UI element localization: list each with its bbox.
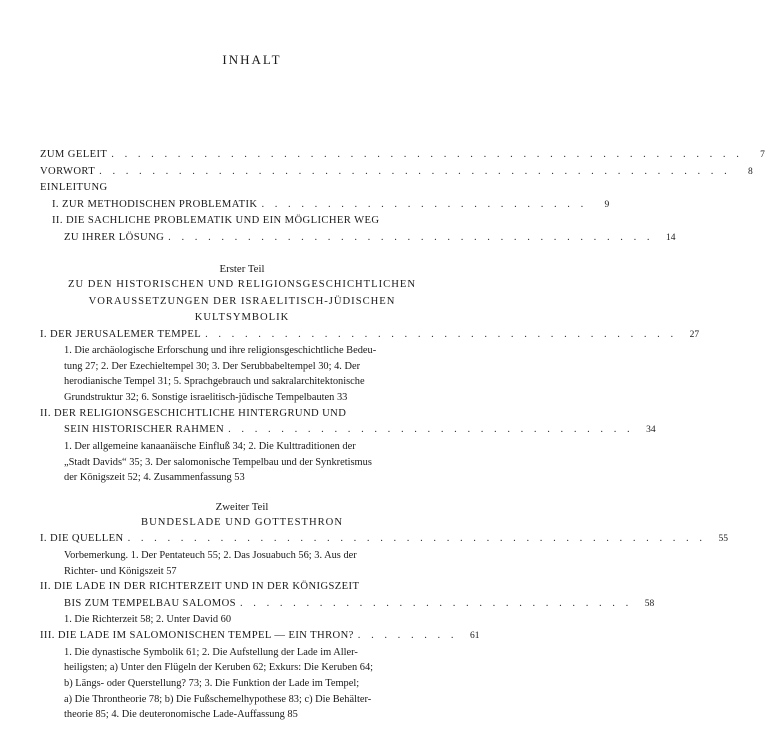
toc-entry-methodische-problematik[interactable] [40,197,610,214]
toc-entry-sachliche-problematik-cont[interactable] [40,230,676,247]
part-title-line: ZU DEN HISTORISCHEN UND RELIGIONSGESCHICHTLICHEN [68,279,416,290]
subsection-line: Grundstruktur 32; 6. Sonstige israelitisch-jüdische Tempelbauten 33 [64,392,348,404]
chapter-subsections [40,645,444,724]
leader-dots: . . . . . . . . . . . . . . . . . . . . . . . . . . . . . . . . . . . . . . . . . . . . . . . . [99,165,731,177]
leader-dots: . . . . . . . . . . . . . . . . . . . . . . . . . . . . . . . . . . . . . . . . . . . . [127,533,706,545]
subsection-line: theorie 85; 4. Die deuteronomische Lade-Auffassung 85 [64,709,298,721]
leader-dots: . . . . . . . . . . . . . . . . . . . . . . . . . . . . . . . . . . . . . . . . . . . . . . . . [111,149,743,160]
toc-entry-label: I. DER JERUSALEMER TEMPEL [40,328,202,340]
subsection-line: heiligsten; a) Unter den Flügeln der Keruben 62; Exkurs: Die Keruben 64; [64,662,374,674]
leader-dots: . . . . . . . . [357,630,458,642]
subsection-line: 1. Die archäologische Erforschung und ihre religionsgeschichtliche Bedeu- [64,345,377,356]
page-number: 9 [604,199,610,210]
page-number: 14 [666,232,676,243]
subsection-line: Richter- und Königszeit 57 [64,565,177,577]
subsection-line: Vorbemerkung. 1. Der Pentateuch 55; 2. Das Josuabuch 56; 3. Aus der [64,549,357,561]
part-title-line: KULTSYMBOLIK [194,312,290,323]
toc-entry-religionsgeschichtlicher-hintergrund[interactable] [40,406,444,423]
toc-entry-label: II. DER RELIGIONSGESCHICHTLICHE HINTERGRUND UND [40,407,347,419]
page-title: INHALT [222,52,282,67]
subsection-line: b) Längs- oder Querstellung? 73; 3. Die Funktion der Lade im Tempel; [64,677,360,689]
subsection-line: 1. Die dynastische Symbolik 61; 2. Die Aufstellung der Lade im Aller- [64,646,358,658]
subsection-line: a) Die Throntheorie 78; b) Die Fußschemelhypothese 83; c) Die Behälter- [64,693,372,705]
toc-entry-sachliche-problematik[interactable] [40,213,444,230]
toc-entry-lade-richterzeit-cont[interactable] [40,596,655,613]
toc-entry-label: BIS ZUM TEMPELBAU SALOMOS [64,597,236,609]
page-number: 27 [689,329,700,340]
toc-entry-die-quellen[interactable] [40,531,728,548]
subsection-line: der Königszeit 52; 4. Zusammenfassung 53 [64,472,245,484]
chapter-subsections [40,612,444,628]
toc-entry-label: II. DIE SACHLICHE PROBLEMATIK UND EIN MÖGLICHER WEG [52,215,380,226]
toc-entry-label: II. DIE LADE IN DER RICHTERZEIT UND IN DER KÖNIGSZEIT [40,581,360,593]
page-number: 58 [644,598,655,609]
leader-dots: . . . . . . . . . . . . . . . . . . . . . . . . . . . . . . . . . . . . [205,328,678,340]
leader-dots: . . . . . . . . . . . . . . . . . . . . . . . . . [261,198,588,210]
chapter-subsections [40,343,444,406]
toc-entry-jerusalemer-tempel[interactable] [40,327,700,344]
toc-entry-label: VORWORT [40,165,96,177]
toc-entry-religionsgeschichtlicher-hintergrund-cont[interactable] [40,422,656,439]
toc-entry-vorwort[interactable] [40,164,753,181]
part-title-line: BUNDESLADE UND GOTTESTHRON [141,516,343,528]
subsection-line: herodianische Tempel 31; 5. Sprachgebrauch und sakralarchitektonische [64,376,365,388]
toc-entry-label: EINLEITUNG [40,182,108,193]
toc-entry-label: ZUM GELEIT [40,149,108,160]
page-number: 8 [748,166,753,177]
subsection-line: „Stadt Davids“ 35; 3. Der salomonische Tempelbau und der Synkretismus [64,456,372,468]
page-number: 55 [718,534,728,545]
page-number: 61 [470,631,480,642]
part-title-line: VORAUSSETZUNGEN DER ISRAELITISCH-JÜDISCHEN [88,295,396,307]
toc-entry-label: SEIN HISTORISCHER RAHMEN [64,424,225,436]
chapter-subsections [40,439,444,486]
toc-entry-label: I. ZUR METHODISCHEN PROBLEMATIK [52,198,258,210]
leader-dots: . . . . . . . . . . . . . . . . . . . . . . . . . . . . . . . . . . . . . [168,231,654,243]
subsection-line: tung 27; 2. Der Ezechieltempel 30; 3. Der Serubbabeltempel 30; 4. Der [64,360,361,372]
table-of-contents [40,147,765,723]
leader-dots: . . . . . . . . . . . . . . . . . . . . . . . . . . . . . . [239,597,633,609]
toc-entry-label: III. DIE LADE IM SALOMONISCHEN TEMPEL — EIN THRON? [40,630,354,642]
part-label: Zweiter Teil [215,500,269,513]
toc-entry-lade-richterzeit[interactable] [40,579,444,596]
page-number: 7 [760,150,765,160]
toc-entry-label: ZU IHRER LÖSUNG [64,231,165,243]
toc-entry-lade-salomonischer-tempel[interactable] [40,628,480,645]
subsection-line: 1. Die Richterzeit 58; 2. Unter David 60 [64,614,232,626]
toc-entry-label: I. DIE QUELLEN [40,533,124,545]
subsection-line: 1. Der allgemeine kanaanäische Einfluß 34; 2. Die Kulttraditionen der [64,440,356,452]
leader-dots: . . . . . . . . . . . . . . . . . . . . . . . . . . . . . . . [228,424,634,436]
chapter-subsections [40,548,444,579]
toc-entry-zum-geleit[interactable] [40,147,765,164]
toc-entry-einleitung[interactable] [40,180,444,197]
page-number: 34 [646,425,656,436]
part-label: Erster Teil [219,263,265,275]
